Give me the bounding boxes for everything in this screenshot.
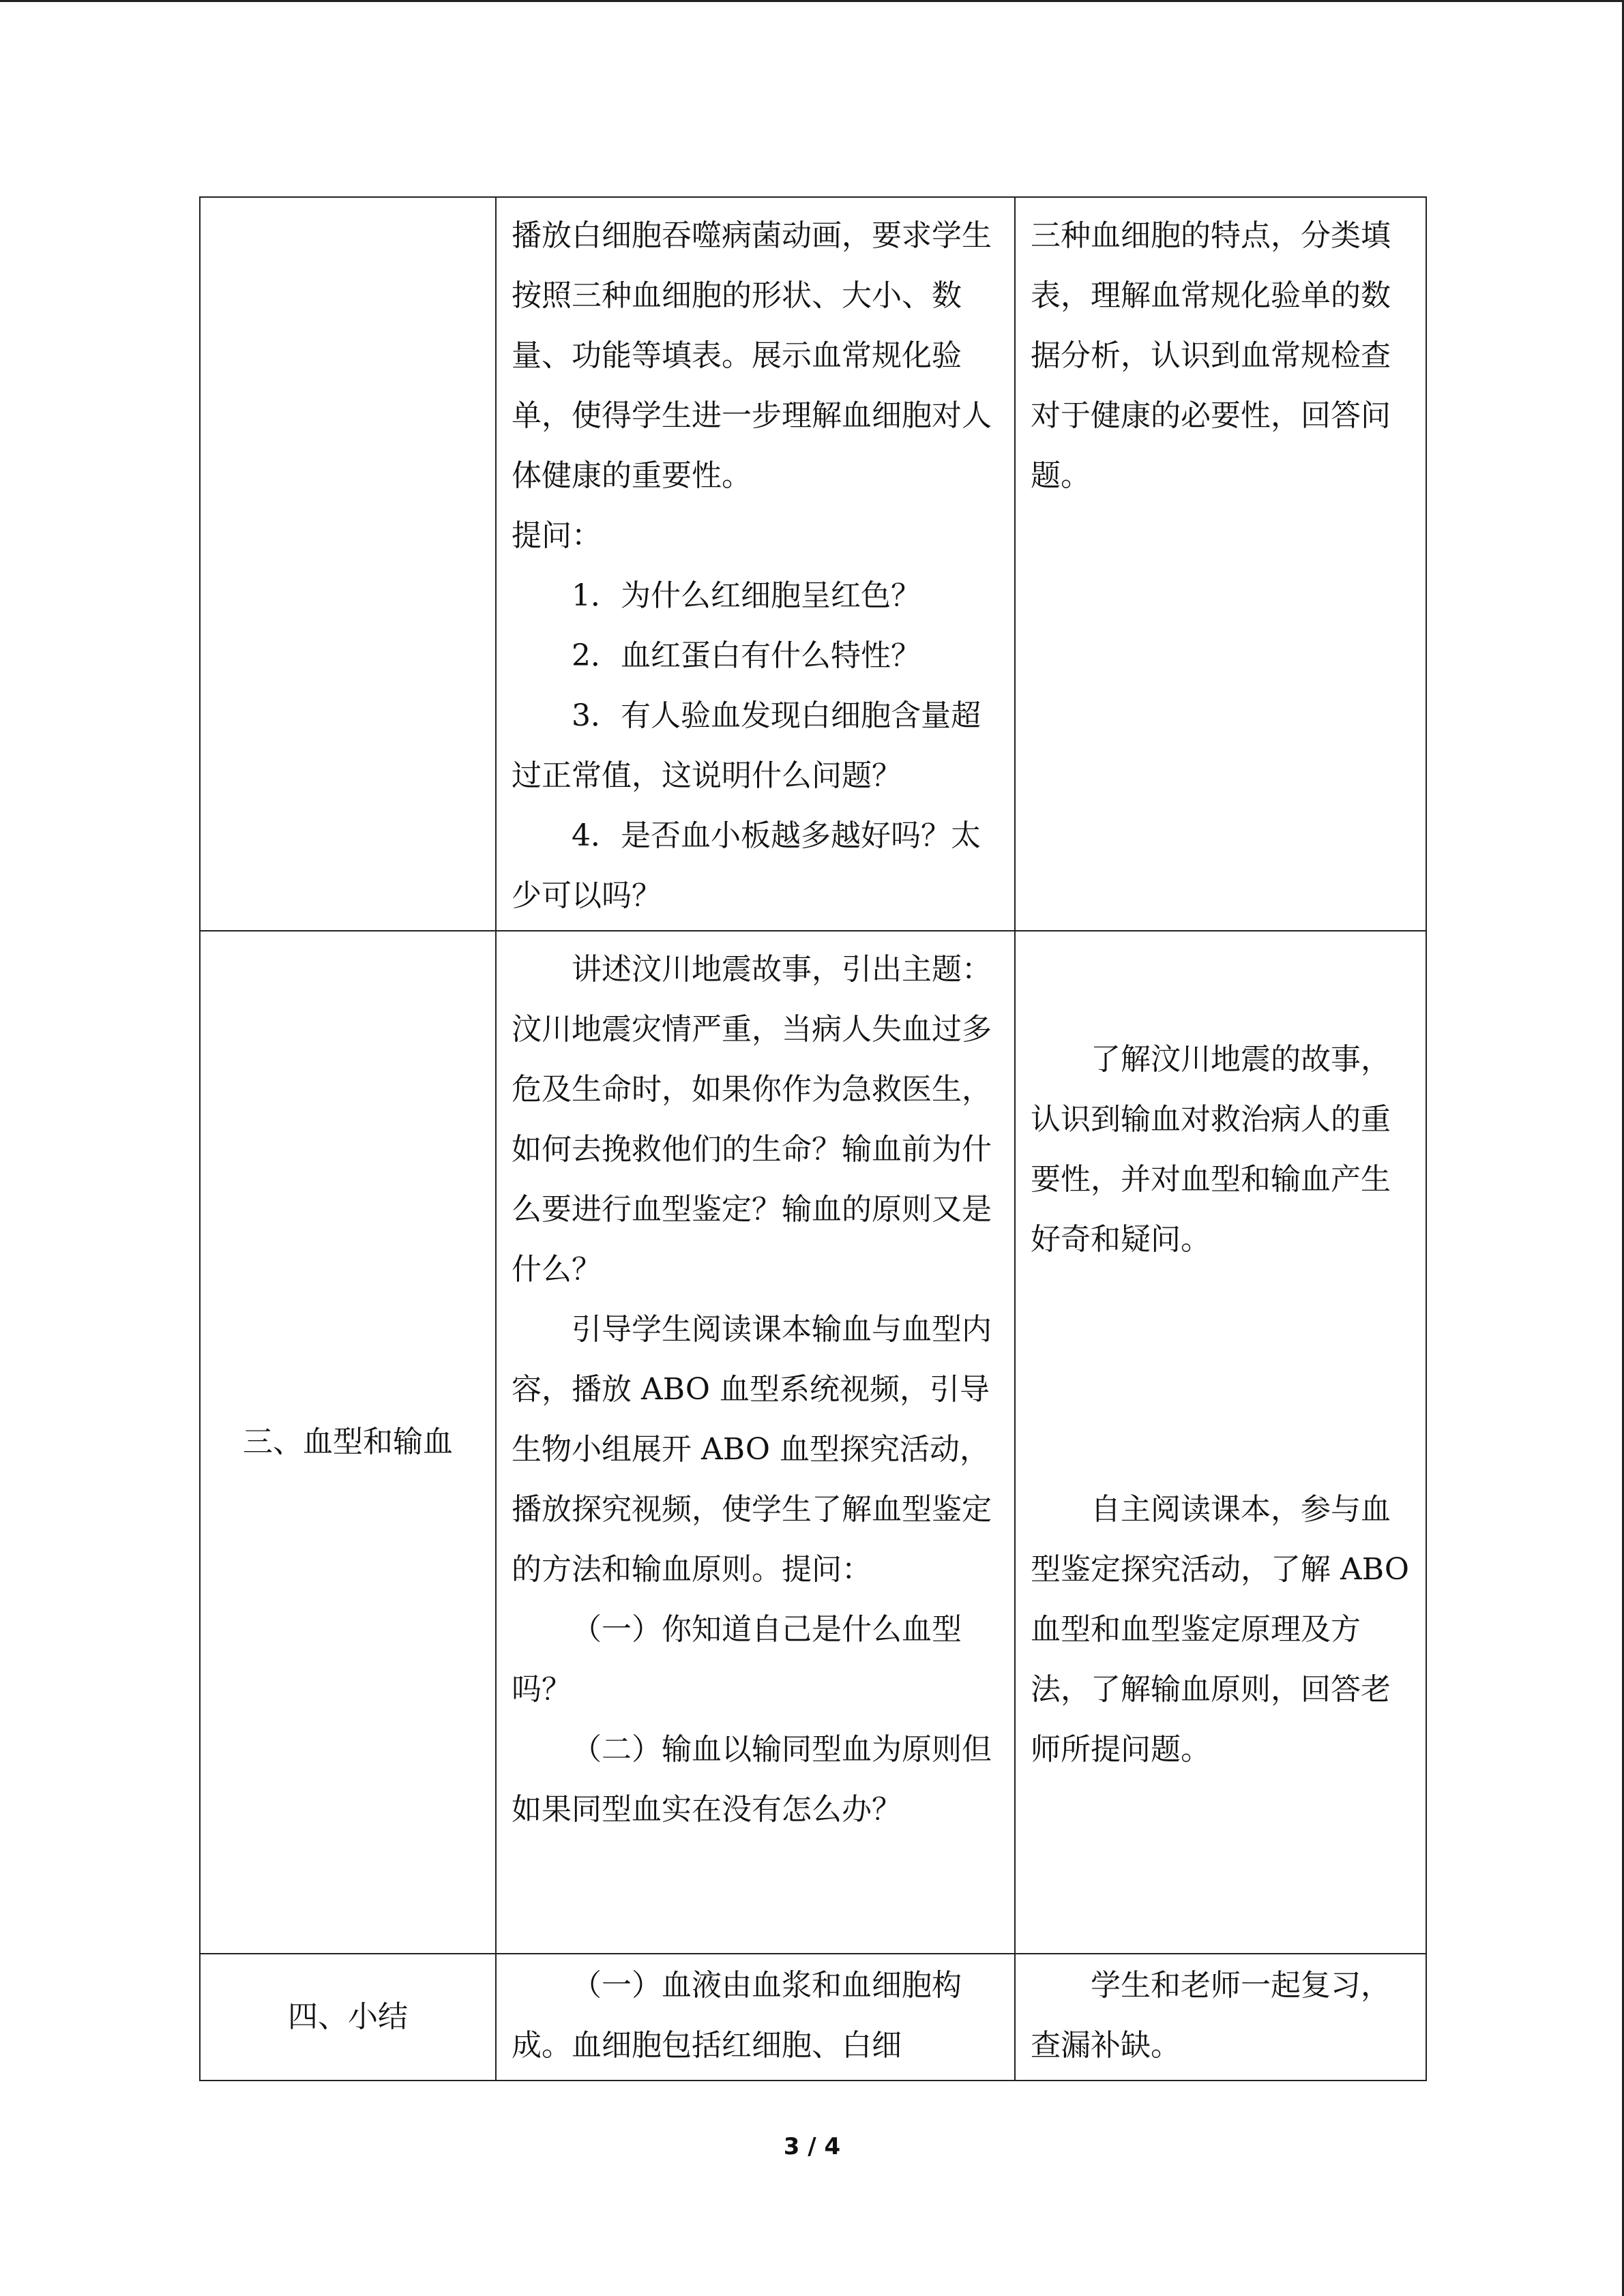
student-text: 三种血细胞的特点，分类填表，理解血常规化验单的数据分析，认识到血常规检查对于健康的必要性，回答问题。: [1031, 218, 1391, 493]
spacer: [1031, 1270, 1413, 1390]
question-item: 4．是否血小板越多越好吗？太少可以吗？: [512, 818, 981, 913]
student-activity-cell: [1015, 197, 1426, 931]
stage-label: 三、血型和输血: [243, 1425, 453, 1459]
spacer: [1031, 940, 1413, 970]
teacher-activity-cell: [496, 1954, 1015, 2081]
question-item: 1．为什么红细胞呈红色？: [572, 578, 921, 613]
question-item: （二）输血以输同型血为原则但如果同型血实在没有怎么办？: [512, 1732, 992, 1827]
page-number: 3 / 4: [783, 2133, 841, 2160]
question-item: 2．血红蛋白有什么特性？: [572, 638, 921, 673]
question-item: （一）你知道自己是什么血型吗？: [512, 1612, 962, 1707]
teacher-text: （一）血液由血浆和血细胞构成。血细胞包括红细胞、白细: [512, 1968, 962, 2063]
student-text: 学生和老师一起复习，查漏补缺。: [1031, 1968, 1391, 2063]
question-item: 3．有人验血发现白细胞含量超过正常值，这说明什么问题？: [512, 698, 981, 793]
page-border-top: [0, 0, 1624, 2]
teacher-activity-cell: [496, 197, 1015, 931]
teacher-text: 播放白细胞吞噬病菌动画，要求学生按照三种血细胞的形状、大小、数量、功能等填表。展示血常规化验单，使得学生进一步理解血细胞对人体健康的重要性。: [512, 218, 992, 493]
teacher-text: 引导学生阅读课本输血与血型内容，播放 ABO 血型系统视频，引导生物小组展开 ABO 血型探究活动，播放探究视频，使学生了解血型鉴定的方法和输血原则。提问：: [512, 1312, 992, 1587]
spacer: [1031, 970, 1413, 1030]
teacher-activity-cell: [496, 931, 1015, 1954]
table-row: [200, 931, 1426, 1954]
table-row: [200, 197, 1426, 931]
stage-cell: [200, 1954, 496, 2081]
student-text: 了解汶川地震的故事，认识到输血对救治病人的重要性，并对血型和输血产生好奇和疑问。: [1031, 1042, 1391, 1257]
lesson-plan-table: [199, 196, 1427, 2081]
student-text: 自主阅读课本，参与血型鉴定探究活动，了解 ABO 血型和血型鉴定原理及方法，了解输血原则，回答老师所提问题。: [1031, 1492, 1409, 1767]
stage-cell: [200, 197, 496, 931]
teacher-text: 讲述汶川地震故事，引出主题：汶川地震灾情严重，当病人失血过多危及生命时，如果你作为急救医生，如何去挽救他们的生命？输血前为什么要进行血型鉴定？输血的原则又是什么？: [512, 952, 992, 1287]
teacher-text: 提问：: [512, 518, 602, 553]
stage-label: 四、小结: [288, 1999, 408, 2034]
table-row: [200, 1954, 1426, 2081]
stage-cell: [200, 931, 496, 1954]
student-activity-cell: [1015, 931, 1426, 1954]
spacer: [1031, 1390, 1413, 1480]
student-activity-cell: [1015, 1954, 1426, 2081]
